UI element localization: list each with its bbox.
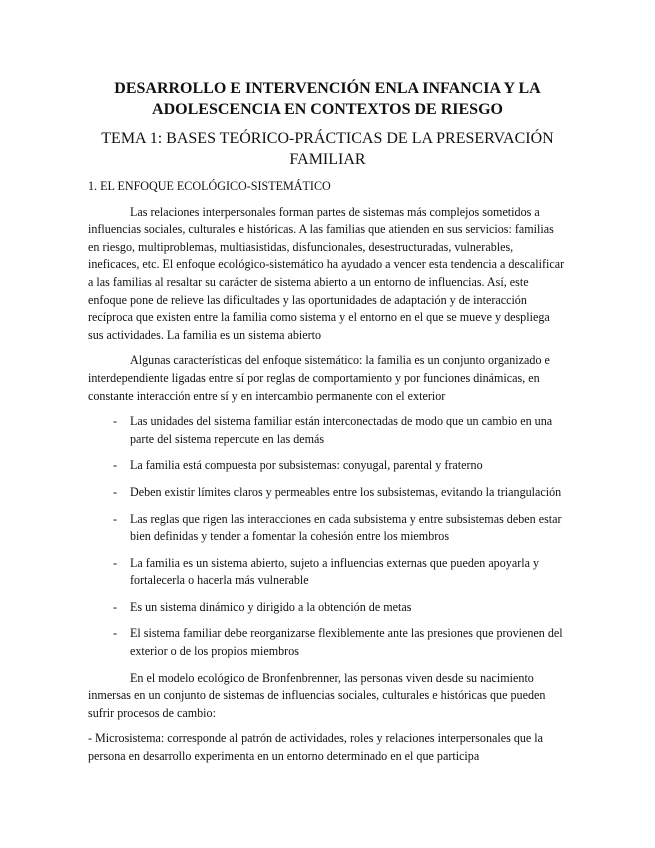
bullet-dash: - — [113, 458, 118, 473]
list-item — [88, 625, 567, 660]
bullet-dash: - — [113, 511, 118, 526]
paragraph-4: - Microsistema: corresponde al patrón de actividades, roles y relaciones interpersonales que la persona en desarrollo experimenta en un entorno determinado en el que participa — [88, 731, 544, 764]
list-item — [88, 599, 567, 617]
bullet-dash: - — [113, 599, 118, 614]
bullet-dash: - — [113, 555, 118, 570]
list-item — [88, 457, 567, 475]
paragraph-3: En el modelo ecológico de Bronfenbrenner, las personas viven desde su nacimiento inmersas en un conjunto de sistemas de influencias sociales, culturales e históricas que pueden sufrir procesos de cambio: — [88, 670, 546, 720]
list-item-text: Deben existir límites claros y permeables entre los subsistemas, evitando la triangulación — [130, 484, 562, 499]
paragraph-1: Las relaciones interpersonales forman partes de sistemas más complejos sometidos a influencias sociales, culturales e históricas. A las familias que atienden en sus servicios: familias en riesgo, multiproblemas, multiasistidas, disfuncionales, desestructuradas, vulnerables, ineficaces, etc. El enfoque ecológico-sistemático ha ayudado a vencer esta tendencia a descalificar a las familias al resaltar su carácter de sistema abierto a un entorno de influencias. Así, este enfoque pone de relieve las dificultades y las oportunidades de adaptación y de interacción recíproca que existen entre la familia como sistema y el entorno en el que se mueve y despliega sus actividades. La familia es un sistema abierto — [88, 204, 565, 342]
list-item — [88, 484, 567, 502]
bullet-dash: - — [113, 484, 118, 499]
list-item — [88, 413, 567, 448]
list-item-text: El sistema familiar debe reorganizarse flexiblemente ante las presiones que provienen del exterior o de los propios miembros — [130, 626, 563, 659]
list-item-text: La familia es un sistema abierto, sujeto a influencias externas que pueden apoyarla y fortalecerla o hacerla más vulnerable — [130, 555, 540, 588]
paragraph-2: Algunas características del enfoque sistemático: la familia es un conjunto organizado e interdependiente ligadas entre sí por reglas de comportamiento y por funciones dinámicas, en constante interacción entre sí y en intercambio permanente con el exterior — [88, 353, 550, 403]
section-heading: 1. EL ENFOQUE ECOLÓGICO-SISTEMÁTICO — [88, 179, 331, 193]
bullet-dash: - — [113, 414, 118, 429]
document-subtitle: TEMA 1: BASES TEÓRICO-PRÁCTICAS DE LA PRESERVACIÓN FAMILIAR — [101, 130, 554, 168]
list-item — [88, 555, 567, 590]
document-title: DESARROLLO E INTERVENCIÓN ENLA INFANCIA Y LA ADOLESCENCIA EN CONTEXTOS DE RIESGO — [114, 80, 541, 118]
list-item-text: Es un sistema dinámico y dirigido a la obtención de metas — [130, 599, 412, 614]
list-item-text: Las reglas que rigen las interacciones en cada subsistema y entre subsistemas deben estar bien definidas y tender a fomentar la cohesión entre los miembros — [130, 511, 562, 544]
characteristics-list — [88, 413, 567, 661]
list-item — [88, 511, 567, 546]
bullet-dash: - — [113, 626, 118, 641]
list-item-text: La familia está compuesta por subsistemas: conyugal, parental y fraterno — [130, 458, 483, 473]
list-item-text: Las unidades del sistema familiar están interconectadas de modo que un cambio en una parte del sistema repercute en las demás — [130, 414, 553, 446]
